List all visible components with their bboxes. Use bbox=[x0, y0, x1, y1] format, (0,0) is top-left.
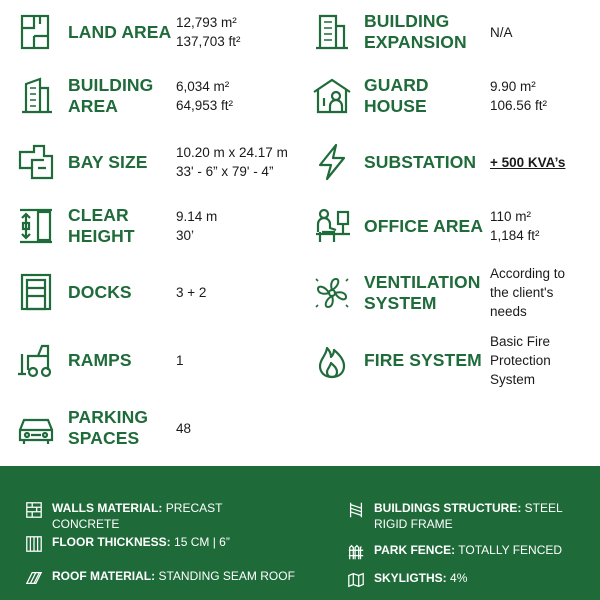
floor-thickness-icon bbox=[24, 534, 44, 554]
fan-icon bbox=[310, 271, 354, 315]
spec-value: + 500 KVA’s bbox=[490, 154, 566, 170]
spec-label: BUILDING EXPANSION bbox=[364, 11, 467, 52]
steel-frame-icon bbox=[346, 500, 366, 520]
materials-footer bbox=[0, 466, 600, 600]
footer-skylights: SKYLIGTHS: 4% bbox=[346, 570, 594, 590]
building-icon bbox=[14, 74, 58, 118]
spec-value: 3 + 2 bbox=[176, 284, 207, 300]
spec-value: 10.20 m x 24.17 m 33' - 6” x 79' - 4” bbox=[176, 145, 288, 179]
footer-structure: BUILDINGS STRUCTURE: STEEL RIGID FRAME bbox=[346, 500, 594, 532]
forklift-icon bbox=[14, 338, 58, 382]
car-icon bbox=[14, 406, 58, 450]
fence-icon bbox=[346, 542, 366, 562]
spec-docks bbox=[14, 270, 206, 314]
spec-value: 12,793 m² 137,703 ft² bbox=[176, 15, 241, 49]
lightning-icon bbox=[310, 140, 354, 184]
brick-wall-icon bbox=[24, 500, 44, 520]
spec-land-area bbox=[14, 10, 241, 54]
office-worker-icon bbox=[310, 204, 354, 248]
spec-value: 48 bbox=[176, 420, 192, 436]
spec-parking-spaces bbox=[14, 406, 191, 450]
spec-building-expansion bbox=[310, 10, 513, 54]
spec-guard-house bbox=[310, 74, 547, 118]
spec-label: FIRE SYSTEM bbox=[364, 350, 482, 370]
spec-value: 9.14 m 30’ bbox=[176, 209, 218, 243]
spec-value: 6,034 m² 64,953 ft² bbox=[176, 79, 234, 113]
spec-label: CLEAR HEIGHT bbox=[68, 205, 135, 246]
spec-label: BUILDING AREA bbox=[68, 75, 154, 116]
spec-fire-system bbox=[310, 332, 551, 389]
height-measure-icon bbox=[14, 204, 58, 248]
bay-layout-icon bbox=[14, 140, 58, 184]
footer-roof: ROOF MATERIAL: STANDING SEAM ROOF bbox=[24, 568, 312, 588]
spec-value: 9.90 m² 106.56 ft² bbox=[490, 79, 548, 113]
spec-bay-size bbox=[14, 140, 288, 184]
spec-label: VENTILATION SYSTEM bbox=[364, 271, 481, 313]
spec-value: 1 bbox=[176, 352, 184, 368]
skylight-icon bbox=[346, 570, 366, 590]
footer-fence: PARK FENCE: TOTALLY FENCED bbox=[346, 542, 594, 562]
spec-clear-height bbox=[14, 204, 217, 248]
footer-floor: FLOOR THICKNESS: 15 CM | 6” bbox=[24, 534, 292, 554]
spec-value: Basic Fire Protection System bbox=[490, 334, 551, 387]
spec-value: According to the client's needs bbox=[490, 266, 566, 319]
spec-label: DOCKS bbox=[68, 281, 132, 302]
roof-icon bbox=[24, 568, 44, 588]
spec-label: SUBSTATION bbox=[364, 151, 477, 172]
spec-substation bbox=[310, 140, 565, 184]
spec-value: N/A bbox=[490, 24, 513, 40]
spec-label: GUARD HOUSE bbox=[364, 75, 429, 116]
spec-label: BAY SIZE bbox=[68, 151, 148, 172]
spec-building-area bbox=[14, 74, 233, 118]
door-icon bbox=[14, 270, 58, 314]
spec-label: PARKING SPACES bbox=[68, 407, 149, 448]
spec-label: LAND AREA bbox=[68, 21, 172, 42]
spec-value: 110 m² 1,184 ft² bbox=[490, 209, 540, 243]
fire-icon bbox=[310, 339, 354, 383]
building-expansion-icon bbox=[310, 10, 354, 54]
footer-walls: WALLS MATERIAL: PRECAST CONCRETE bbox=[24, 500, 292, 532]
spec-office-area bbox=[310, 204, 540, 248]
floor-plan-icon bbox=[14, 10, 58, 54]
spec-label: OFFICE AREA bbox=[364, 215, 484, 236]
spec-ramps bbox=[14, 338, 184, 382]
guard-house-icon bbox=[310, 74, 354, 118]
spec-ventilation-system bbox=[310, 264, 565, 321]
spec-label: RAMPS bbox=[68, 349, 132, 370]
